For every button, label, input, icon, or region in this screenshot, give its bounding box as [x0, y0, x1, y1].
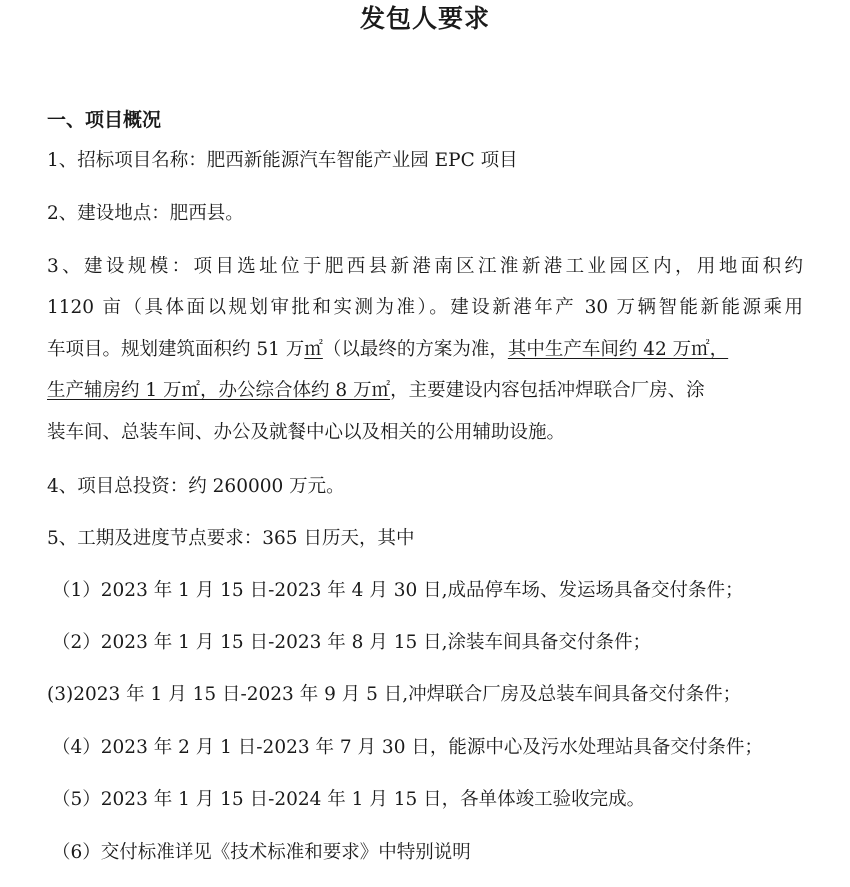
schedule-item-2: （2）2023 年 1 月 15 日-2023 年 8 月 15 日,涂装车间具备交付条件；: [52, 632, 651, 653]
underlined-workshop-area: 其中生产车间约 42 万㎡，: [507, 339, 729, 360]
paragraph-schedule-requirements: 5、工期及进度节点要求：365 日历天，其中: [47, 528, 415, 549]
underlined-unit: ㎡: [304, 339, 323, 360]
scale-text-segment: ，主要建设内容包括冲焊联合厂房、涂: [390, 380, 705, 401]
scale-text-segment: 车项目。规划建筑面积约 51 万: [47, 339, 305, 360]
paragraph-construction-scale-line-2: 1120 亩（具体面以规划审批和实测为准）。建设新港年产 30 万辆智能新能源乘用: [47, 297, 803, 318]
underlined-auxiliary-area: 生产辅房约 1 万㎡，办公综合体约 8 万㎡: [47, 380, 391, 401]
paragraph-construction-scale-line-5: 装车间、总装车间、办公及就餐中心以及相关的公用辅助设施。: [47, 422, 566, 443]
schedule-item-4: （4）2023 年 2 月 1 日-2023 年 7 月 30 日，能源中心及污水处理站具备交付条件；: [52, 737, 763, 758]
paragraph-construction-site: 2、建设地点：肥西县。: [47, 203, 244, 224]
paragraph-project-name: 1、招标项目名称：肥西新能源汽车智能产业园 EPC 项目: [47, 150, 518, 171]
document-title: 发包人要求: [359, 4, 490, 33]
schedule-item-3: (3)2023 年 1 月 15 日-2023 年 9 月 5 日,冲焊联合厂房及总装车间具备交付条件；: [47, 684, 742, 705]
schedule-item-5: （5）2023 年 1 月 15 日-2024 年 1 月 15 日，各单体竣工验收完成。: [52, 789, 646, 810]
scale-text-segment: （以最终的方案为准，: [322, 339, 508, 360]
paragraph-construction-scale-line-3: [47, 337, 728, 363]
section-heading-project-overview: 一、项目概况: [47, 109, 162, 131]
schedule-item-1: （1）2023 年 1 月 15 日-2023 年 4 月 30 日,成品停车场、发运场具备交付条件；: [52, 580, 744, 601]
schedule-item-6: （6）交付标准详见《技术标准和要求》中特别说明: [52, 842, 471, 863]
paragraph-construction-scale-line-1: 3、建设规模：项目选址位于肥西县新港南区江淮新港工业园区内，用地面积约: [47, 256, 803, 277]
paragraph-total-investment: 4、项目总投资：约 260000 万元。: [47, 476, 345, 497]
paragraph-construction-scale-line-4: [47, 378, 705, 404]
